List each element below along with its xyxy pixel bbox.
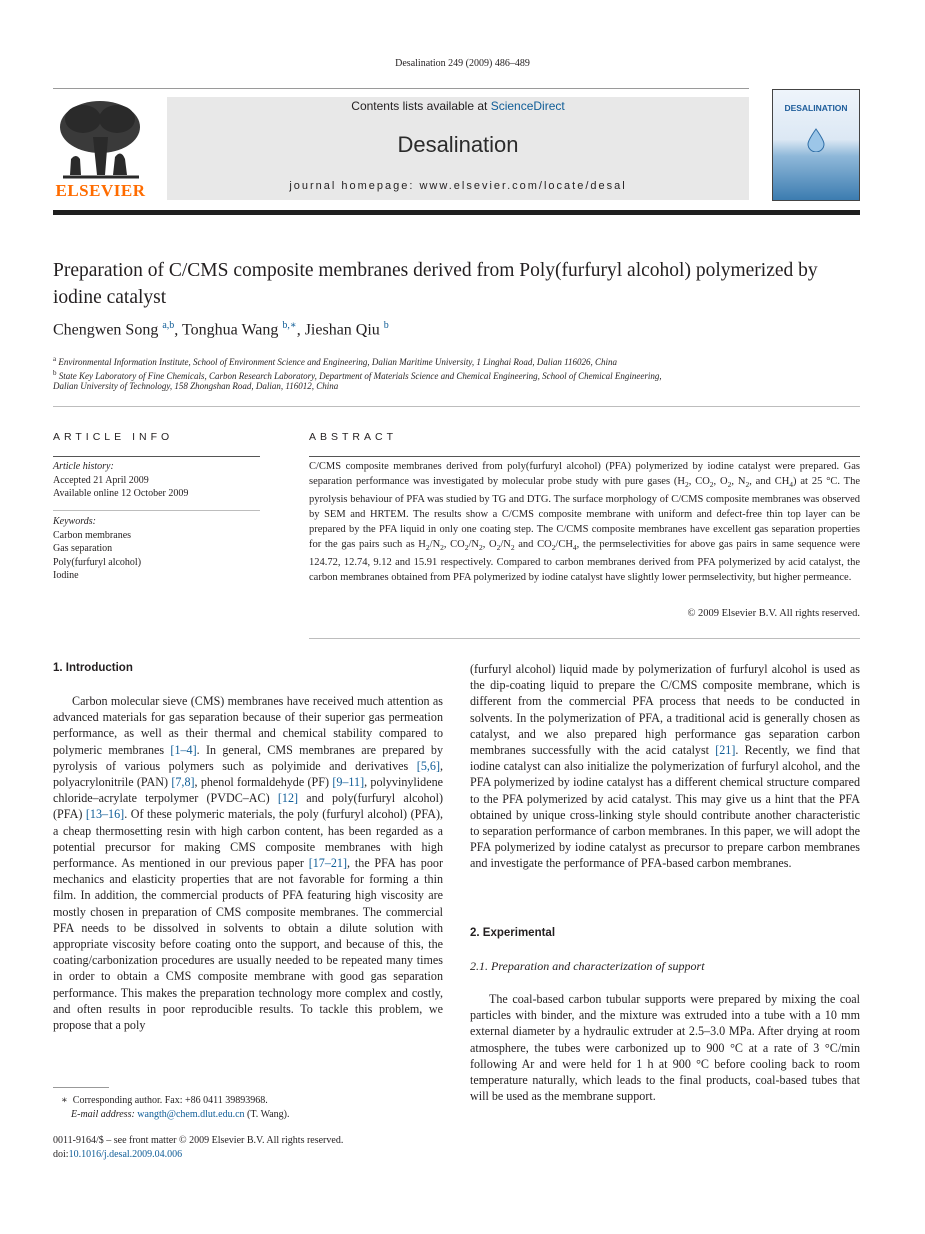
footnote: ∗ Corresponding author. Fax: +86 0411 39893968. E-mail address: wangth@chem.dlut.edu.cn (T. Wang). (61, 1095, 290, 1120)
journal-homepage[interactable]: journal homepage: www.elsevier.com/locate/desal (289, 180, 627, 192)
sciencedirect-link[interactable]: ScienceDirect (490, 99, 565, 113)
journal-citation: Desalination 249 (2009) 486–489 (395, 58, 530, 69)
author-name: Chengwen Song (53, 321, 159, 339)
section-heading-experimental: 2. Experimental (470, 927, 556, 939)
journal-cover-image[interactable] (772, 89, 860, 201)
intro-paragraph-continued: (furfuryl alcohol) liquid made by polymerization of furfuryl alcohol is used as the dip-coating liquid to prepare the C/CMS composite membrane, which is different from the commercial PFA process that needs to be conducted in solvents. In the polymerization of PFA, a traditional acid is generally chosen as catalyst, and we also prepared high performance gas separation carbon membranes successfully with the acid catalyst [21]. Recently, we find that iodine catalyst can also initialize the polymerization of furfuryl alcohol, and the PFA polymerized by iodine catalyst has a different chemical structure compared to the PFA polymerized by acid catalyst. This may give us a hint that the PFA obtained by unique cross-linking style should contribute another characteristic to separation performance of carbon membranes. In this paper, we will adopt the PFA polymerized by iodine catalyst as precursor to prepare carbon membranes and investigate the performance of PFA-based carbon membranes. (470, 662, 860, 871)
citation-link[interactable]: [5,6] (416, 758, 440, 773)
divider (53, 456, 260, 457)
keywords-label: Keywords: (53, 516, 96, 527)
contents-prefix: Contents lists available at (351, 99, 491, 113)
elsevier-tree-logo-icon (53, 97, 147, 181)
intro-paragraph: Carbon molecular sieve (CMS) membranes have received much attention as advanced materials for gas separation because of their superior gas permeation performance, as well as their thermal and chemical stability compared to polymeric membranes [1–4]. In general, CMS membranes are prepared by pyrolysis of various polymers such as polyimide and derivatives [5,6], polyacrylonitrile (PAN) [7,8], phenol formaldehyde (PF) [9–11], polyvinylidene chloride–acrylate terpolymer (PVDC–AC) [12] and poly(furfuryl alcohol) (PFA) [13–16]. Of these polymeric materials, the poly (furfuryl alcohol) (PFA), a cheap thermosetting resin with high carbon content, has been regarded as a potential precursor for making CMS composite membranes with high performance. As mentioned in our previous paper [17–21], the PFA has poor mechanics and elasticity properties that are not favorable for forming a thin film. In addition, the commercial products of PFA featuring high viscosity are mostly chosen in preparation of CMS composite membranes. The commercial PFA needs to be dissolved in solvents to obtain a dilute solution with appropriate viscosity before coating onto the support, and because of this, the coating/carbonization procedures are usually needed to be repeated many times in order to obtain a CMS composite membrane with good gas separation performance. This makes the preparation technology more complex and costly, and often results in poor reproducible results. To tackle this problem, we propose that a poly (53, 694, 443, 1033)
citation-link[interactable]: [21] (715, 743, 736, 758)
citation-link[interactable]: [7,8] (171, 775, 195, 790)
citation-link[interactable]: [17–21] (308, 856, 347, 871)
issn-line: 0011-9164/$ – see front matter © 2009 Elsevier B.V. All rights reserved. doi:10.1016/j.desal.2009.04.006 (53, 1135, 344, 1160)
author-list: Chengwen Song $^{a,b}$, Tonghua Wang $^{b,∗}$, Jieshan Qiu $^b$ (53, 320, 389, 339)
email-link[interactable]: wangth@chem.dlut.edu.cn (137, 1109, 245, 1120)
keyword: Gas separation (53, 543, 113, 554)
author-affiliation-marker[interactable]: a,b (162, 320, 175, 331)
accepted-date: Accepted 21 April 2009 (53, 474, 149, 486)
keyword: Poly(furfuryl alcohol) (53, 556, 142, 568)
elsevier-wordmark: ELSEVIER (55, 181, 146, 200)
contents-line (167, 99, 749, 113)
author-name: Jieshan Qiu (304, 321, 380, 339)
journal-name: Desalination (397, 132, 519, 157)
affiliation: $^a$ Environmental Information Institute, School of Environment Science and Engineering, Dalian Maritime University, 1 Linghai Road, Dalian 116026, China (53, 355, 617, 367)
divider (309, 456, 860, 457)
keywords (53, 515, 260, 583)
author-affiliation-marker[interactable]: b,∗ (282, 320, 297, 331)
divider (53, 510, 260, 511)
cover-title: DESALINATION (784, 103, 848, 113)
online-date: Available online 12 October 2009 (53, 488, 189, 499)
abstract-text: C/CMS composite membranes derived from poly(furfuryl alcohol) (PFA) polymerized by iodine catalyst were prepared. Gas separation performance was investigated by molecular probe study with pure gases ($H_2$, $CO_2$, $O_2$, $N_2$, and $CH_4$) at 25 °C. The pyrolysis behaviour of PFA was studied by TG and DTG. The surface morphology of C/CMS composite membranes was observed by SEM and HRTEM. The results show a C/CMS composite membrane with uniform and defect-free thin top layer can be prepared by the PFA liquid in only one coating step. The C/CMS composite membranes have excellent gas separation properties for the gas pairs such as $H_2/N_2$, $CO_2/N_2$, $O_2/N_2$ and $CO_2/CH_4$, the permselectivities for above gas pairs in same sequence were 124.72, 12.74, 9.12 and 15.91 respectively. Compared to carbon membranes derived from PFA polymerized by acid catalyst, the carbon membranes obtained from PFA polymerized by iodine catalyst have slightly lower permselectivity, but higher permeance. (309, 461, 861, 584)
citation-link[interactable]: [13–16] (85, 807, 125, 822)
article-history (53, 460, 260, 501)
article-info-heading: ARTICLE INFO (53, 431, 174, 443)
water-drop-icon (806, 128, 826, 152)
divider (309, 638, 860, 639)
paper-title: Preparation of C/CMS composite membranes derived from Poly(furfuryl alcohol) polymerized by iodine catalyst (53, 260, 818, 308)
divider (53, 406, 860, 407)
doi-link[interactable]: 10.1016/j.desal.2009.04.006 (68, 1149, 183, 1160)
author-name: Tonghua Wang (182, 321, 279, 339)
keyword: Iodine (53, 570, 79, 581)
footnote-rule (53, 1087, 109, 1088)
header-thick-rule (53, 210, 860, 215)
section-heading-introduction: 1. Introduction (53, 662, 133, 674)
keyword: Carbon membranes (53, 529, 132, 541)
citation-link[interactable]: [9–11] (332, 775, 365, 790)
affiliation: Dalian University of Technology, 158 Zhongshan Road, Dalian, 116012, China (53, 381, 339, 391)
citation-link[interactable]: [1–4] (170, 742, 197, 757)
header-top-rule (53, 88, 749, 89)
copyright-notice: © 2009 Elsevier B.V. All rights reserved. (687, 608, 860, 619)
abstract-heading: ABSTRACT (309, 431, 398, 443)
experimental-paragraph: The coal-based carbon tubular supports were prepared by mixing the coal particles with binder, and the mixture was extruded into a tube with a 10 mm external diameter by a hydraulic extruder at 2.5–3.0 MPa. After drying at room atmosphere, the tubes were carbonized up to 900 °C at a rate of 3 °C/min following Ar and were held for 1 h at 900 °C before cooling back to room temperature naturally, which leads to the final products, coal-based tubes that will be used as the membrane support. (470, 992, 860, 1104)
affiliation: $^b$ State Key Laboratory of Fine Chemicals, Carbon Research Laboratory, Department of Materials Science and Chemical Engineering, School of Chemical Engineering, (53, 369, 662, 381)
subsection-heading: 2.1. Preparation and characterization of support (470, 959, 705, 973)
history-label: Article history: (53, 461, 114, 472)
author-affiliation-marker[interactable]: b (383, 320, 389, 331)
citation-link[interactable]: [12] (277, 791, 299, 806)
